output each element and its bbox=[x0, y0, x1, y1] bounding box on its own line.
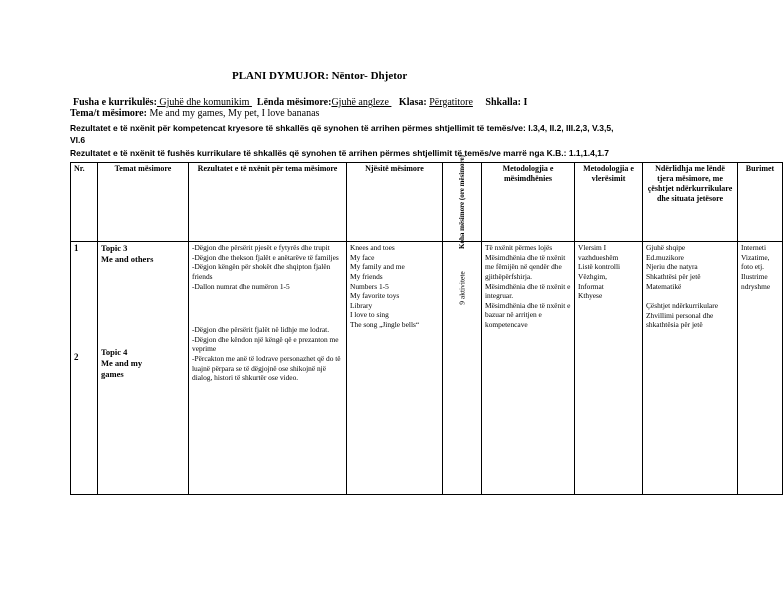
burim-item: foto etj. bbox=[741, 262, 764, 272]
burim-item: Interneti bbox=[741, 243, 767, 252]
shkalla-value: I bbox=[523, 97, 528, 108]
header-nr: Nr. bbox=[71, 163, 98, 242]
header-burimet: Burimet bbox=[738, 163, 783, 242]
table-header-row bbox=[71, 163, 783, 242]
metodologjia-cell bbox=[482, 242, 575, 495]
nderlidhje-item: Njeriu dhe natyra bbox=[646, 262, 698, 272]
header-rezultatet: Rezultatet e të nxënit për tema mësimore bbox=[189, 163, 347, 242]
njesi-item: My favorite toys bbox=[350, 291, 400, 301]
topic-4-name-cont: games bbox=[101, 369, 124, 380]
metodologji-item: Të nxënit përmes lojës bbox=[485, 243, 553, 252]
koha-value: 9 aktivitete bbox=[457, 271, 467, 305]
vleresim-item: Vlersim I vazhdueshëm bbox=[578, 243, 619, 262]
njesi-item: Library bbox=[350, 300, 373, 310]
fusha-label: Fusha e kurrikulës: bbox=[73, 97, 157, 108]
rezultat-item: -Dëgjon dhe thekson fjalët e anëtarëve të familjes bbox=[192, 252, 339, 262]
header-nderlidhja: Ndërlidhja me lëndë tjera mësimore, me çështjet ndërkurrikulare dhe situata jetësore bbox=[643, 163, 738, 242]
rezultatet-kompetencat-cont: VI.6 bbox=[70, 135, 86, 145]
njesi-item: My family and me bbox=[350, 262, 405, 272]
nr-cell bbox=[71, 242, 98, 495]
burim-item: Ilustrime bbox=[741, 271, 768, 281]
njesi-item: Numbers 1-5 bbox=[350, 281, 389, 291]
vleresim-item: Listë kontrolli bbox=[578, 262, 621, 272]
rezultat-item: -Dëgjon këngën për shokët dhe shqipton fjalën friends bbox=[192, 262, 331, 281]
njesi-item: My friends bbox=[350, 271, 383, 281]
nderlidhje-item: Matematikë bbox=[646, 281, 682, 291]
page-title: PLANI DYMUJOR: Nëntor- Dhjetor bbox=[232, 70, 408, 82]
njesite-cell bbox=[347, 242, 443, 495]
nderlidhje-item: Ed.muzikore bbox=[646, 252, 684, 262]
rezultat-item: -Dallon numrat dhe numëron 1-5 bbox=[192, 281, 290, 291]
topic-4-title: Topic 4 bbox=[101, 347, 128, 358]
tema-label: Tema/t mësimore: bbox=[70, 108, 147, 119]
shkalla-label: Shkalla: bbox=[485, 97, 521, 108]
nderlidhje-item: Gjuhë shqipe bbox=[646, 243, 686, 252]
plan-table bbox=[70, 155, 783, 495]
vleresim-item: Informat bbox=[578, 281, 604, 291]
curriculum-info-line bbox=[73, 97, 527, 108]
tema-value: Me and my games, My pet, I love bananas bbox=[149, 108, 320, 119]
rezultat-item: -Dëgjon dhe përsërit fjalët në lidhje me lodrat. bbox=[192, 325, 330, 335]
njesi-item: Knees and toes bbox=[350, 243, 395, 252]
nderlidhje-item: Çështjet ndërkurrikulare bbox=[646, 301, 719, 311]
nderlidhja-cell bbox=[643, 242, 738, 495]
rezultat-item: -Dëgjon dhe përsërit pjesët e fytyrës dhe trupit bbox=[192, 243, 330, 252]
nderlidhje-item: Zhvillimi personal dhe shkathtësia për jetë bbox=[646, 310, 714, 330]
burim-item: ndryshme bbox=[741, 281, 771, 291]
topic-3-title: Topic 3 bbox=[101, 243, 128, 253]
header-koha bbox=[443, 155, 482, 249]
header-vleresimi: Metodologjia e vlerësimit bbox=[575, 163, 643, 242]
topic-4-name: Me and my bbox=[101, 358, 143, 369]
header-metodologjia: Metodologjia e mësimdhënies bbox=[482, 163, 575, 242]
njesi-item: My face bbox=[350, 252, 375, 262]
metodologji-item: Mësimdhënia dhe të nxënit e bazuar në arritjen e kompetencave bbox=[485, 300, 571, 329]
header-njesite: Njësitë mësimore bbox=[347, 163, 443, 242]
rezultatet-fushes: Rezultatet e të nxënit të fushës kurrikulare të shkallës që synohen të arrihen përmes shtjellimit të temës/ve marrë nga K.B.: 1.1,1.4,1.7 bbox=[70, 148, 610, 158]
nderlidhje-item: Shkathtësi për jetë bbox=[646, 271, 701, 281]
rezultat-item: -Përcakton me anë të lodrave personazhet që do të luajnë përpara se të dëgjojnë ose shikojnë një dialog, histori të shkurtër ose video. bbox=[192, 354, 341, 383]
nr-1: 1 bbox=[74, 243, 79, 253]
vleresim-item: Kthyese bbox=[578, 291, 603, 301]
nr-2: 2 bbox=[74, 351, 79, 362]
tema-line bbox=[70, 108, 319, 119]
lenda-label: Lënda mësimore: bbox=[256, 97, 332, 108]
klasa-label: Klasa: bbox=[398, 97, 427, 108]
burimet-cell bbox=[738, 242, 783, 495]
njesi-item: The song „Jingle bells“ bbox=[350, 320, 420, 329]
vleresimi-cell bbox=[575, 242, 643, 495]
header-temat: Temat mësimore bbox=[98, 163, 189, 242]
metodologji-item: Mësimdhënia dhe të nxënit e integruar. bbox=[485, 281, 571, 301]
topic-3-name: Me and others bbox=[101, 254, 154, 265]
lenda-value: Gjuhë angleze bbox=[331, 97, 392, 108]
header-koha-text: Koha mësimore (ore mësimore) bbox=[457, 155, 466, 249]
rezultatet-kompetencat: Rezultatet e të nxënit për kompetencat kryesore të shkallës që synohen të arrihen përmes shtjellimit të temës/ve: I.3,4, II.2, III.2,3, V.3,5, bbox=[70, 123, 614, 133]
fusha-value: Gjuhë dhe komunikim bbox=[156, 97, 252, 108]
vleresim-item: Vëzhgim, bbox=[578, 271, 607, 281]
klasa-value: Përgatitore bbox=[429, 97, 473, 108]
njesi-item: I love to sing bbox=[350, 310, 389, 320]
burim-item: Vizatime, bbox=[741, 252, 770, 262]
table-row bbox=[71, 242, 783, 495]
rezultatet-cell bbox=[189, 242, 347, 495]
koha-cell bbox=[443, 242, 482, 495]
temat-cell bbox=[98, 242, 189, 495]
rezultat-item: -Dëgjon dhe këndon një këngë që e prezanton me veprime bbox=[192, 334, 339, 354]
metodologji-item: Mësimdhënia dhe të nxënit me fëmijën në qendër dhe gjithëpërfshirja. bbox=[485, 252, 566, 281]
